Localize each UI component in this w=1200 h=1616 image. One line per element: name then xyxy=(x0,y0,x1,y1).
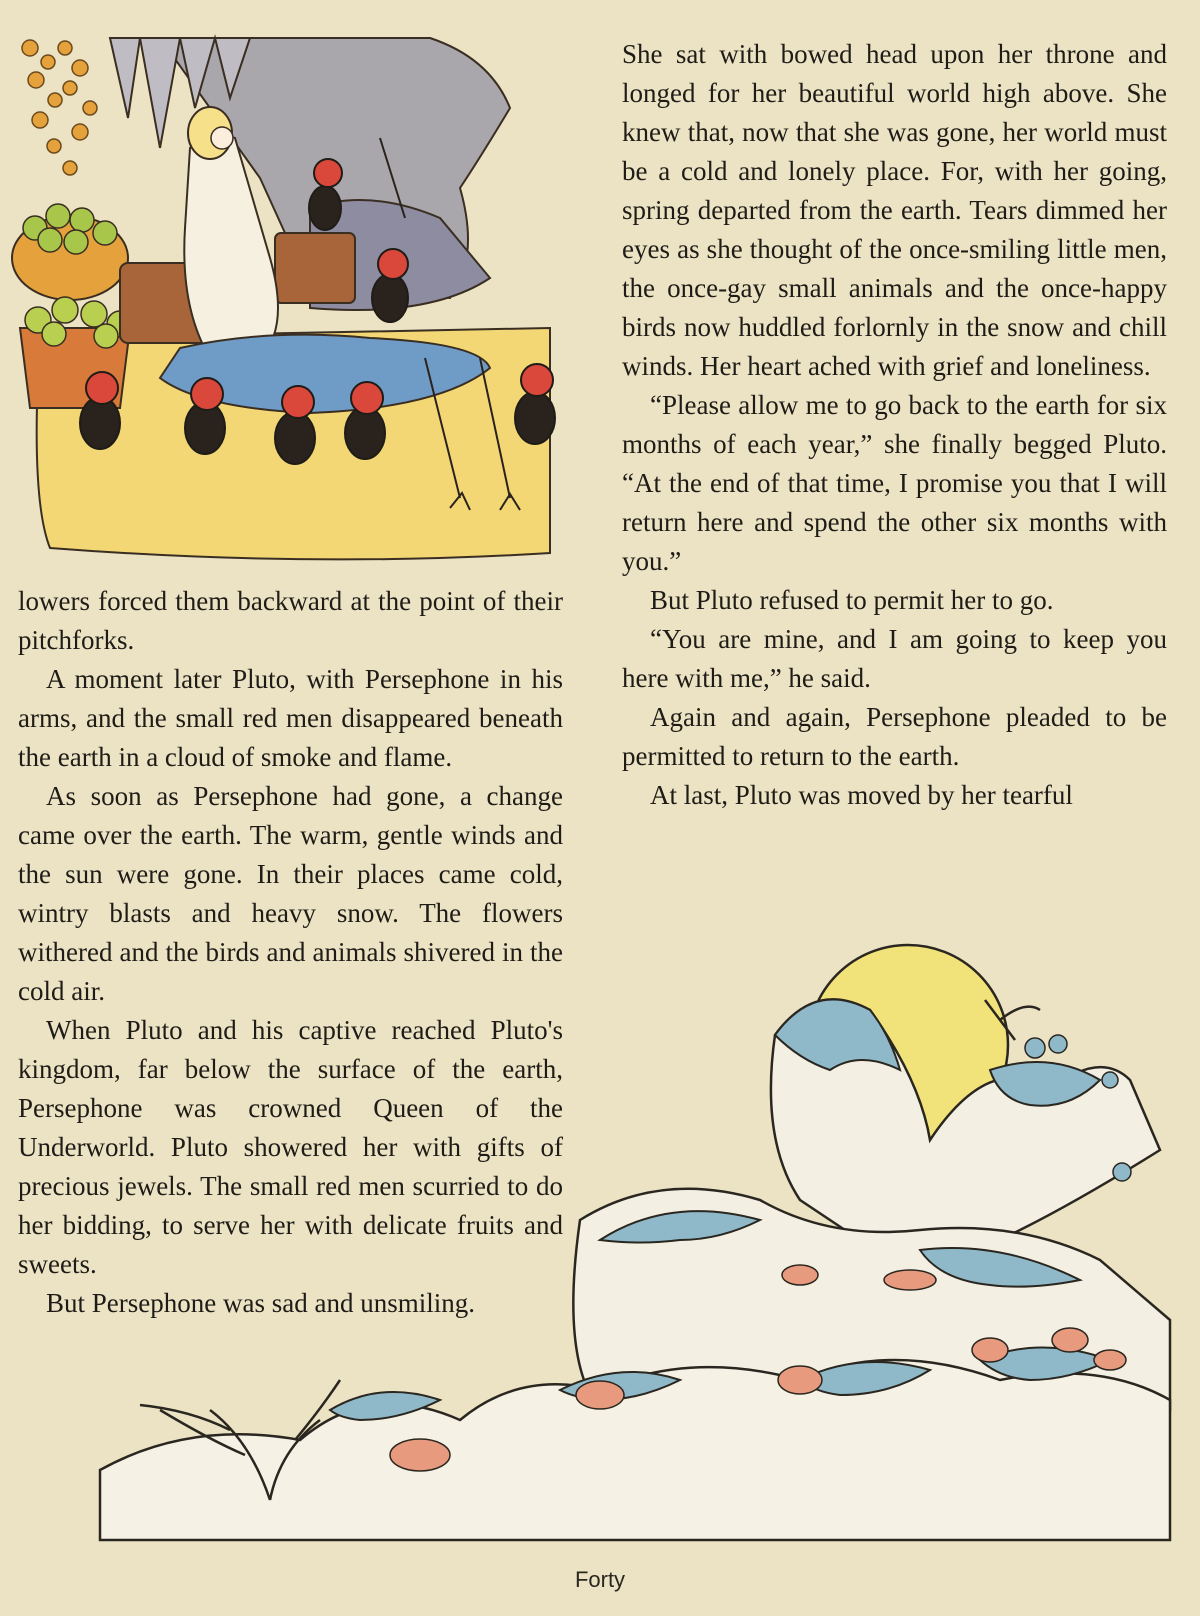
paragraph: When Pluto and his captive reached Pluto's kingdom, far below the surface of the earth, Persephone was crowned Queen of the Underworld. Pluto showered her with gifts of precious jewels. The small red men scurried to do her bidding, to serve her with delicate fruits and sweets. xyxy=(18,1015,563,1279)
paragraph: As soon as Persephone had gone, a change came over the earth. The warm, gentle winds and the sun were gone. In their places came cold, wintry blasts and heavy snow. The flowers withered and the birds and animals shivered in the cold air. xyxy=(18,781,563,1006)
paragraph: “You are mine, and I am going to keep you here with me,” he said. xyxy=(622,624,1167,693)
paragraph: But Persephone was sad and unsmiling. xyxy=(46,1288,475,1318)
paragraph: A moment later Pluto, with Persephone in his arms, and the small red men disappeared beneath the earth in a cloud of smoke and flame. xyxy=(18,664,563,772)
paragraph: But Pluto refused to permit her to go. xyxy=(650,585,1054,615)
underworld-illustration xyxy=(10,28,570,568)
right-text-column xyxy=(622,35,1167,815)
paragraph: Again and again, Persephone pleaded to be permitted to return to the earth. xyxy=(622,702,1167,771)
page-number: Forty xyxy=(574,1567,626,1592)
paragraph: She sat with bowed head upon her throne and longed for her beautiful world high above. She knew that, now that she was gone, her world must be a cold and lonely place. For, with her going, spring departed from the earth. Tears dimmed her eyes as she thought of the once-smiling little men, the once-gay small animals and the once-happy birds now huddled forlornly in the snow and chill winds. Her heart ached with grief and loneliness. xyxy=(622,39,1167,381)
left-text-column xyxy=(18,582,563,1323)
paragraph: lowers forced them backward at the point of their pitchforks. xyxy=(18,586,563,655)
paragraph: “Please allow me to go back to the earth for six months of each year,” she finally begged Pluto. “At the end of that time, I promise you that I will return here and spend the other six months with you.” xyxy=(622,390,1167,576)
paragraph: At last, Pluto was moved by her tearful xyxy=(650,780,1073,810)
